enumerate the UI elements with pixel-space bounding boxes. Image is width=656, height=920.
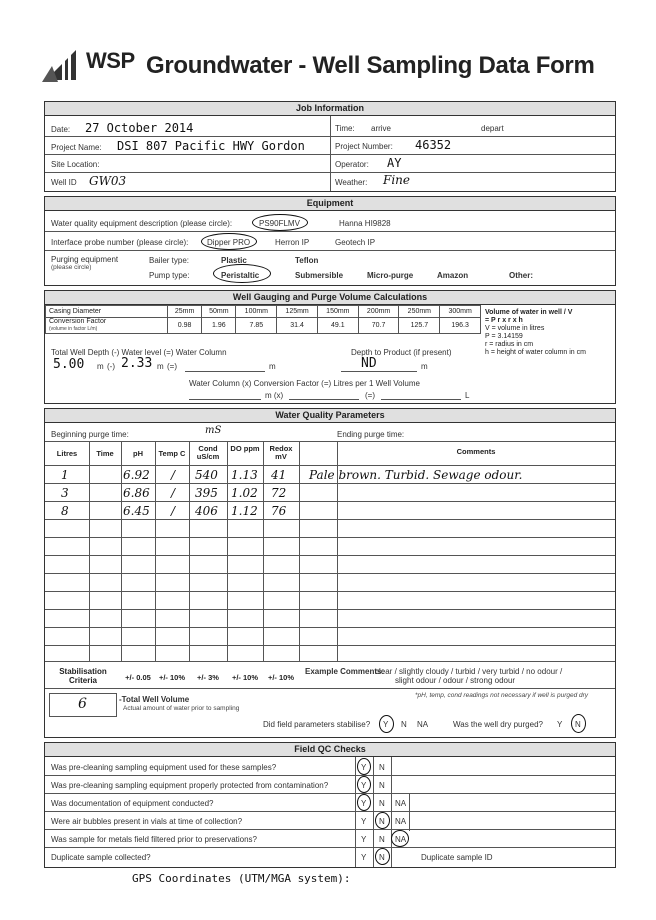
factor-cell: 0.98 bbox=[168, 318, 202, 334]
col-temp: Temp C bbox=[158, 449, 186, 458]
time-label: Time: bbox=[335, 124, 355, 133]
row3-ph[interactable]: 6.45 bbox=[123, 504, 150, 518]
row1-temp[interactable]: / bbox=[171, 468, 176, 482]
volume-r: r = radius in cm bbox=[485, 341, 534, 348]
conversion-table bbox=[45, 305, 481, 334]
dry-yes[interactable]: Y bbox=[557, 720, 563, 729]
qc-question-6: Duplicate sample collected? bbox=[51, 853, 151, 862]
qc1-yes[interactable]: Y bbox=[361, 763, 367, 772]
bailer-option-teflon[interactable]: Teflon bbox=[295, 256, 319, 265]
brand-name: WSP bbox=[86, 48, 135, 73]
water-level-value[interactable]: 2.33 bbox=[121, 356, 153, 371]
operator-label: Operator: bbox=[335, 160, 369, 169]
example-comments-1: clear / slightly cloudy / turbid / very turbid / no odour / bbox=[375, 667, 563, 676]
project-name-value[interactable]: DSI 807 Pacific HWY Gordon bbox=[117, 139, 305, 153]
selection-circle bbox=[379, 715, 394, 733]
total-volume-label: -Total Well Volume bbox=[119, 695, 190, 704]
stab-cond: +/- 3% bbox=[197, 673, 219, 682]
job-information-section bbox=[44, 101, 616, 192]
total-well-depth-label: Total Well Depth (-) Water level (=) Water Column bbox=[51, 348, 227, 357]
ending-purge-label: Ending purge time: bbox=[337, 430, 405, 439]
stab-redox: +/- 10% bbox=[267, 673, 295, 682]
qc-question-4: Were air bubbles present in vials at time of collection? bbox=[51, 817, 243, 826]
total-volume-value[interactable]: 6 bbox=[78, 696, 87, 712]
stab-do: +/- 10% bbox=[231, 673, 259, 682]
qc1-no[interactable]: N bbox=[379, 763, 385, 772]
total-volume-box[interactable] bbox=[49, 693, 117, 717]
probe-option-herron[interactable]: Herron IP bbox=[275, 238, 310, 247]
diameter-cell: 25mm bbox=[168, 306, 202, 318]
beginning-purge-label: Beginning purge time: bbox=[51, 430, 129, 439]
pump-option-micropurge[interactable]: Micro-purge bbox=[367, 271, 414, 280]
total-volume-sub: Actual amount of water prior to sampling bbox=[123, 705, 240, 712]
row3-litres[interactable]: 8 bbox=[61, 504, 69, 518]
stabilise-na[interactable]: NA bbox=[417, 720, 429, 729]
stab-temp: +/- 10% bbox=[158, 673, 186, 682]
col-time: Time bbox=[96, 449, 114, 458]
volume-formula bbox=[485, 309, 613, 357]
pump-label: Pump type: bbox=[149, 271, 190, 280]
diameter-cell: 125mm bbox=[277, 306, 318, 318]
wsp-logo-icon bbox=[40, 46, 82, 84]
pump-option-amazon[interactable]: Amazon bbox=[437, 271, 469, 280]
row1-litres[interactable]: 1 bbox=[61, 468, 69, 482]
example-comments-label: Example Comments: bbox=[305, 667, 385, 676]
stabilise-no[interactable]: N bbox=[401, 720, 407, 729]
row3-cond[interactable]: 406 bbox=[195, 504, 218, 518]
factor-cell: 31.4 bbox=[277, 318, 318, 334]
qc-question-5: Was sample for metals field filtered prior to preservations? bbox=[51, 835, 258, 844]
selection-circle bbox=[571, 714, 586, 733]
factor-cell: 196.3 bbox=[440, 318, 481, 334]
selection-circle bbox=[375, 812, 390, 829]
factor-cell: 49.1 bbox=[317, 318, 358, 334]
volume-formula-text: = P r x r x h bbox=[485, 317, 523, 324]
unit-m: m bbox=[269, 362, 276, 371]
qc6-yes[interactable]: Y bbox=[361, 853, 367, 862]
selection-circle bbox=[375, 848, 390, 865]
field-qc-section bbox=[44, 742, 616, 868]
ms-annotation: mS bbox=[205, 425, 222, 436]
selection-circle bbox=[252, 214, 308, 231]
mx-label: m (x) bbox=[265, 391, 284, 400]
probe-option-geotech[interactable]: Geotech IP bbox=[335, 238, 376, 247]
purge-note: *pH, temp, cond readings not necessary if well is purged dry bbox=[415, 692, 589, 699]
row1-ph[interactable]: 6.92 bbox=[123, 468, 150, 482]
row2-cond[interactable]: 395 bbox=[195, 486, 218, 500]
row2-do[interactable]: 1.02 bbox=[231, 486, 258, 500]
row3-temp[interactable]: / bbox=[171, 504, 176, 518]
selection-circle bbox=[357, 794, 371, 811]
bailer-label: Bailer type: bbox=[149, 256, 190, 265]
wq-option-ps90flmv[interactable]: PS90FLMV bbox=[259, 219, 300, 228]
qc6-no[interactable]: N bbox=[379, 853, 385, 862]
col-cond: Cond uS/cm bbox=[196, 444, 220, 461]
section-title: Water Quality Parameters bbox=[45, 409, 615, 423]
site-location-label: Site Location: bbox=[51, 160, 100, 169]
selection-circle bbox=[213, 264, 271, 283]
row1-comments[interactable]: Pale brown. Turbid. Sewage odour. bbox=[309, 468, 523, 482]
conversion-factor-label bbox=[46, 318, 168, 334]
dry-no[interactable]: N bbox=[575, 720, 581, 729]
weather-label: Weather: bbox=[335, 178, 368, 187]
qc2-yes[interactable]: Y bbox=[361, 781, 367, 790]
col-litres: Litres bbox=[56, 449, 78, 458]
row3-do[interactable]: 1.12 bbox=[231, 504, 258, 518]
qc4-yes[interactable]: Y bbox=[361, 817, 367, 826]
row1-cond[interactable]: 540 bbox=[195, 468, 218, 482]
qc3-no[interactable]: N bbox=[379, 799, 385, 808]
purge-sub-label: (please circle) bbox=[51, 264, 92, 271]
qc5-yes[interactable]: Y bbox=[361, 835, 367, 844]
volume-v: V = volume in litres bbox=[485, 325, 545, 332]
row2-ph[interactable]: 6.86 bbox=[123, 486, 150, 500]
section-title: Well Gauging and Purge Volume Calculations bbox=[45, 291, 615, 305]
page-title: Groundwater - Well Sampling Data Form bbox=[146, 52, 595, 79]
pump-option-submersible[interactable]: Submersible bbox=[295, 271, 344, 280]
diameter-cell: 150mm bbox=[317, 306, 358, 318]
selection-circle bbox=[357, 776, 371, 793]
depth-to-product-value[interactable]: ND bbox=[361, 356, 377, 371]
selection-circle bbox=[391, 830, 409, 847]
col-do: DO ppm bbox=[230, 444, 260, 453]
dry-purged-question: Was the well dry purged? bbox=[453, 720, 543, 729]
volume-h: h = height of water column in cm bbox=[485, 349, 586, 356]
arrive-label: arrive bbox=[371, 124, 392, 133]
probe-label: Interface probe number (please circle): bbox=[51, 238, 189, 247]
bailer-option-plastic[interactable]: Plastic bbox=[221, 256, 247, 265]
stabilisation-criteria-label: Stabilisation Criteria bbox=[59, 667, 107, 685]
project-name-label: Project Name: bbox=[51, 143, 102, 152]
minus-sign: (-) bbox=[107, 362, 115, 371]
stabilise-yes[interactable]: Y bbox=[383, 720, 389, 729]
diameter-cell: 200mm bbox=[358, 306, 399, 318]
project-number-value[interactable]: 46352 bbox=[415, 138, 452, 152]
qc5-no[interactable]: N bbox=[379, 835, 385, 844]
pump-option-peristaltic[interactable]: Peristaltic bbox=[221, 271, 260, 280]
depth-to-product-label: Depth to Product (if present) bbox=[351, 348, 452, 357]
stabilise-question: Did field parameters stabilise? bbox=[263, 720, 371, 729]
qc-question-2: Was pre-cleaning sampling equipment properly protected from contamination? bbox=[51, 781, 329, 790]
col-ph: pH bbox=[133, 449, 143, 458]
water-column-label: Water Column (x) Conversion Factor (=) Litres per 1 Well Volume bbox=[189, 379, 420, 388]
wq-equipment-label: Water quality equipment description (please circle): bbox=[51, 219, 233, 228]
row1-redox[interactable]: 41 bbox=[271, 468, 287, 482]
qc4-no[interactable]: N bbox=[379, 817, 385, 826]
selection-circle bbox=[357, 758, 371, 775]
qc4-na[interactable]: NA bbox=[395, 817, 407, 826]
row1-do[interactable]: 1.13 bbox=[231, 468, 258, 482]
volume-title: Volume of water in well / V bbox=[485, 309, 573, 316]
duplicate-id-label: Duplicate sample ID bbox=[421, 853, 493, 862]
example-comments-2: slight odour / odour / strong odour bbox=[395, 676, 516, 685]
section-title: Job Information bbox=[45, 102, 615, 116]
diameter-cell: 250mm bbox=[399, 306, 440, 318]
well-gauging-section bbox=[44, 290, 616, 404]
qc3-yes[interactable]: Y bbox=[361, 799, 367, 808]
col-comments: Comments bbox=[456, 447, 496, 456]
gps-coordinates-label: GPS Coordinates (UTM/MGA system): bbox=[132, 872, 351, 885]
conversion-factor-sub: (volume in factor L/m) bbox=[49, 326, 98, 332]
casing-diameter-label: Casing Diameter bbox=[46, 306, 168, 318]
operator-value[interactable]: AY bbox=[387, 156, 402, 170]
diameter-cell: 300mm bbox=[440, 306, 481, 318]
equipment-section bbox=[44, 196, 616, 286]
factor-cell: 125.7 bbox=[399, 318, 440, 334]
row2-litres[interactable]: 3 bbox=[61, 486, 69, 500]
factor-cell: 7.85 bbox=[236, 318, 277, 334]
section-title: Equipment bbox=[45, 197, 615, 211]
row3-redox[interactable]: 76 bbox=[271, 504, 287, 518]
well-id-label: Well ID bbox=[51, 178, 77, 187]
stab-ph: +/- 0.05 bbox=[125, 673, 151, 682]
qc-question-3: Was documentation of equipment conducted? bbox=[51, 799, 214, 808]
pump-option-other[interactable]: Other: bbox=[509, 271, 533, 280]
qc-question-1: Was pre-cleaning sampling equipment used for these samples? bbox=[51, 763, 277, 772]
qc2-no[interactable]: N bbox=[379, 781, 385, 790]
col-redox: Redox mV bbox=[269, 444, 293, 461]
eq-label: (=) bbox=[365, 391, 375, 400]
weather-value[interactable]: Fine bbox=[383, 173, 410, 187]
date-label: Date: bbox=[51, 125, 71, 134]
wq-option-hanna[interactable]: Hanna HI9828 bbox=[339, 219, 391, 228]
conversion-factor-text: Conversion Factor bbox=[49, 318, 107, 325]
water-quality-section bbox=[44, 408, 616, 738]
qc3-na[interactable]: NA bbox=[395, 799, 407, 808]
unit-m: m bbox=[157, 362, 164, 371]
well-id-value[interactable]: GW03 bbox=[89, 174, 127, 188]
probe-option-dipper[interactable]: Dipper PRO bbox=[207, 238, 251, 247]
factor-cell: 1.96 bbox=[202, 318, 236, 334]
form-header bbox=[40, 44, 640, 88]
litres-unit: L bbox=[465, 391, 470, 400]
volume-p: P = 3.14159 bbox=[485, 333, 523, 340]
section-title: Field QC Checks bbox=[45, 743, 615, 757]
unit-m: m bbox=[97, 362, 104, 371]
project-number-label: Project Number: bbox=[335, 142, 393, 151]
date-value[interactable]: 27 October 2014 bbox=[85, 121, 194, 135]
row2-temp[interactable]: / bbox=[171, 486, 176, 500]
factor-cell: 70.7 bbox=[358, 318, 399, 334]
purge-label: Purging equipment bbox=[51, 255, 119, 264]
unit-m: m bbox=[421, 362, 428, 371]
row2-redox[interactable]: 72 bbox=[271, 486, 287, 500]
equals-sign: (=) bbox=[167, 362, 177, 371]
diameter-cell: 100mm bbox=[236, 306, 277, 318]
selection-circle bbox=[201, 233, 257, 250]
total-well-depth-value[interactable]: 5.00 bbox=[53, 357, 85, 372]
qc5-na[interactable]: NA bbox=[395, 835, 407, 844]
diameter-cell: 50mm bbox=[202, 306, 236, 318]
depart-label: depart bbox=[481, 124, 504, 133]
